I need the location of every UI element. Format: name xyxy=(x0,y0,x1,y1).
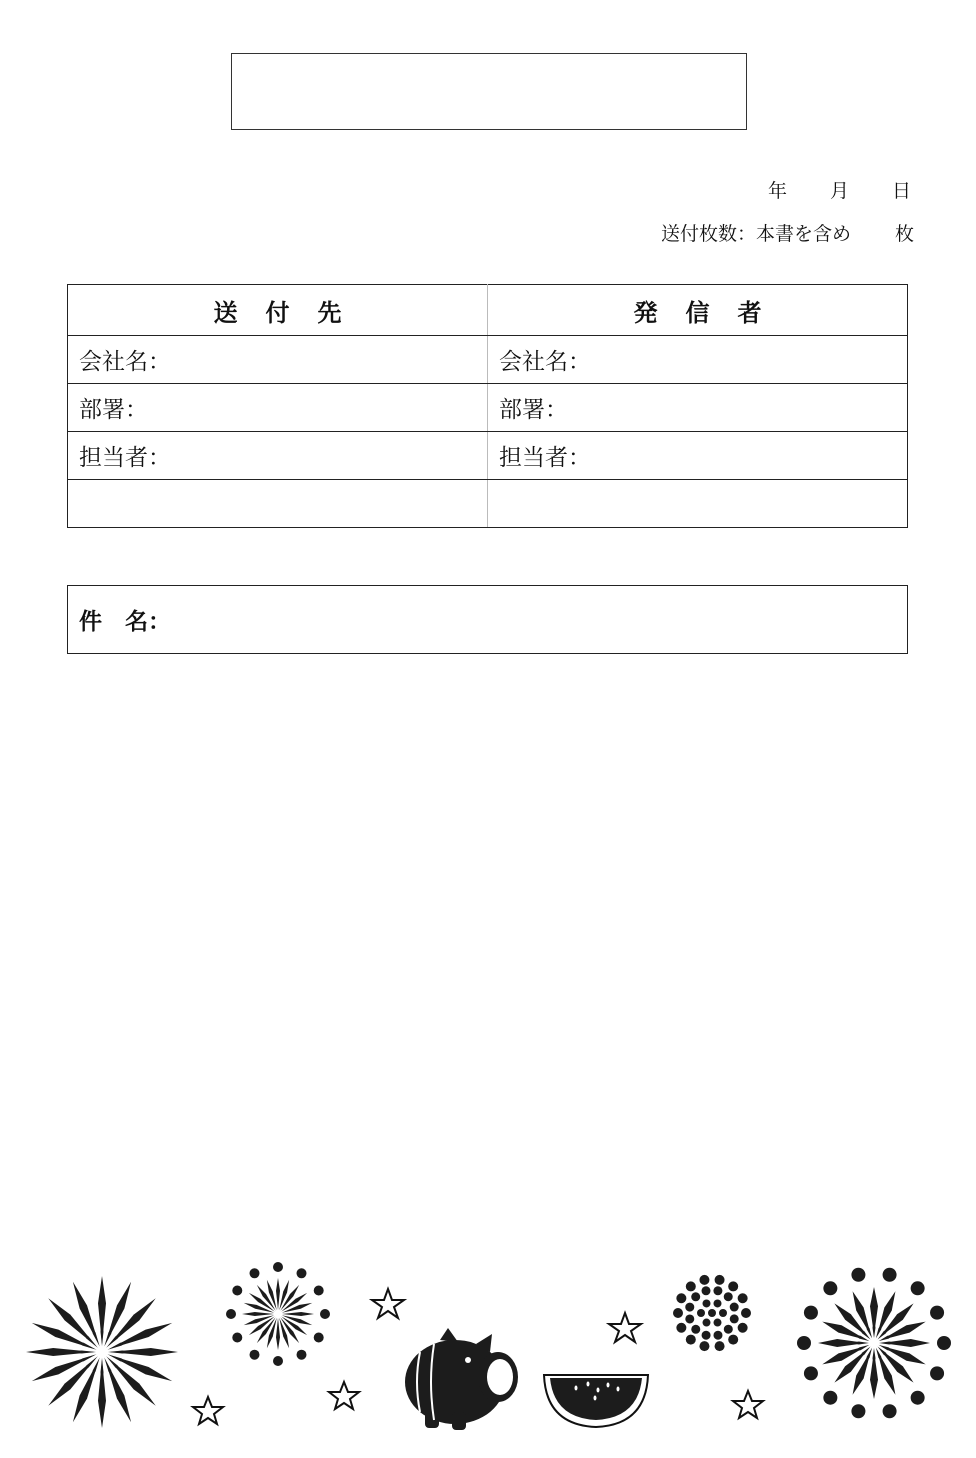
firework-icon xyxy=(26,1276,178,1428)
firework-icon xyxy=(226,1262,330,1366)
day-label: 日 xyxy=(891,180,912,202)
to-company-field[interactable]: 会社名： xyxy=(68,336,488,384)
to-extra-field[interactable] xyxy=(68,480,488,528)
pig-mosquito-coil-icon xyxy=(405,1328,518,1430)
table-row xyxy=(68,336,908,384)
from-person-field[interactable]: 担当者： xyxy=(488,432,908,480)
subject-label: 件 名： xyxy=(79,609,171,635)
pages-unit: 枚 xyxy=(894,223,914,245)
firework-icon xyxy=(673,1275,751,1351)
firework-icon xyxy=(797,1268,951,1418)
table-row xyxy=(68,480,908,528)
from-extra-field[interactable] xyxy=(488,480,908,528)
date-line xyxy=(768,176,912,203)
from-company-field[interactable]: 会社名： xyxy=(488,336,908,384)
fax-title-box[interactable] xyxy=(231,53,747,130)
pages-label: 送付枚数：本書を含め xyxy=(660,223,851,245)
to-person-field[interactable]: 担当者： xyxy=(68,432,488,480)
pages-count-line xyxy=(661,219,914,246)
to-header: 送付先 xyxy=(68,285,488,336)
table-row xyxy=(68,432,908,480)
recipient-sender-table xyxy=(67,284,908,528)
table-row xyxy=(68,384,908,432)
from-header: 発信者 xyxy=(488,285,908,336)
summer-decoration-strip xyxy=(0,1240,976,1450)
from-department-field[interactable]: 部署： xyxy=(488,384,908,432)
month-label: 月 xyxy=(829,180,850,202)
to-department-field[interactable]: 部署： xyxy=(68,384,488,432)
subject-field[interactable] xyxy=(67,585,908,654)
watermelon-icon xyxy=(544,1375,648,1427)
year-label: 年 xyxy=(767,180,788,202)
